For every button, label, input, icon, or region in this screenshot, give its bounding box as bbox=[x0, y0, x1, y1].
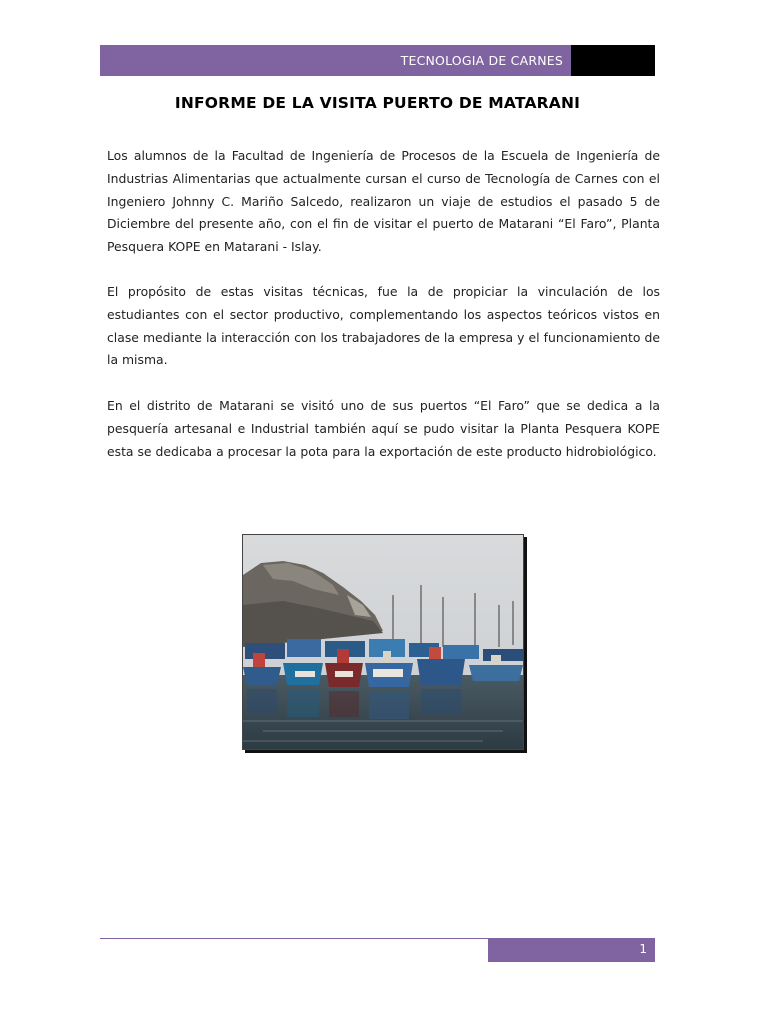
header-course-title: TECNOLOGIA DE CARNES bbox=[400, 53, 563, 68]
page-number: 1 bbox=[639, 942, 647, 956]
header-bar bbox=[100, 45, 571, 76]
harbor-photo bbox=[242, 534, 524, 750]
document-title: INFORME DE LA VISITA PUERTO DE MATARANI bbox=[174, 94, 581, 112]
paragraph-intro: Los alumnos de la Facultad de Ingeniería de Procesos de la Escuela de Ingeniería de Industrias Alimentarias que actualmente cursan el curso de Tecnología de Carnes con el Ingeniero Johnny C. Mariño Salcedo, realizaron un viaje de estudios el pasado 5 de Diciembre del presente año, con el fin de visitar el puerto de Matarani “El Faro”, Planta Pesquera KOPE en Matarani - Islay. bbox=[107, 148, 660, 255]
paragraph-purpose: El propósito de estas visitas técnicas, fue la de propiciar la vinculación de los estudiantes con el sector productivo, complementando los aspectos teóricos vistos en clase mediante la interacción con los trabajadores de la empresa y el funcionamiento de la misma. bbox=[107, 284, 660, 368]
harbor-photo-illustration bbox=[243, 535, 524, 750]
footer-page-box bbox=[488, 939, 655, 962]
paragraph-district: En el distrito de Matarani se visitó uno de sus puertos “El Faro” que se dedica a la pesquería artesanal e Industrial también aquí se pudo visitar la Planta Pesquera KOPE esta se dedicaba a procesar la pota para la exportación de este producto hidrobiológico. bbox=[107, 398, 660, 459]
header-black-block bbox=[571, 45, 655, 76]
